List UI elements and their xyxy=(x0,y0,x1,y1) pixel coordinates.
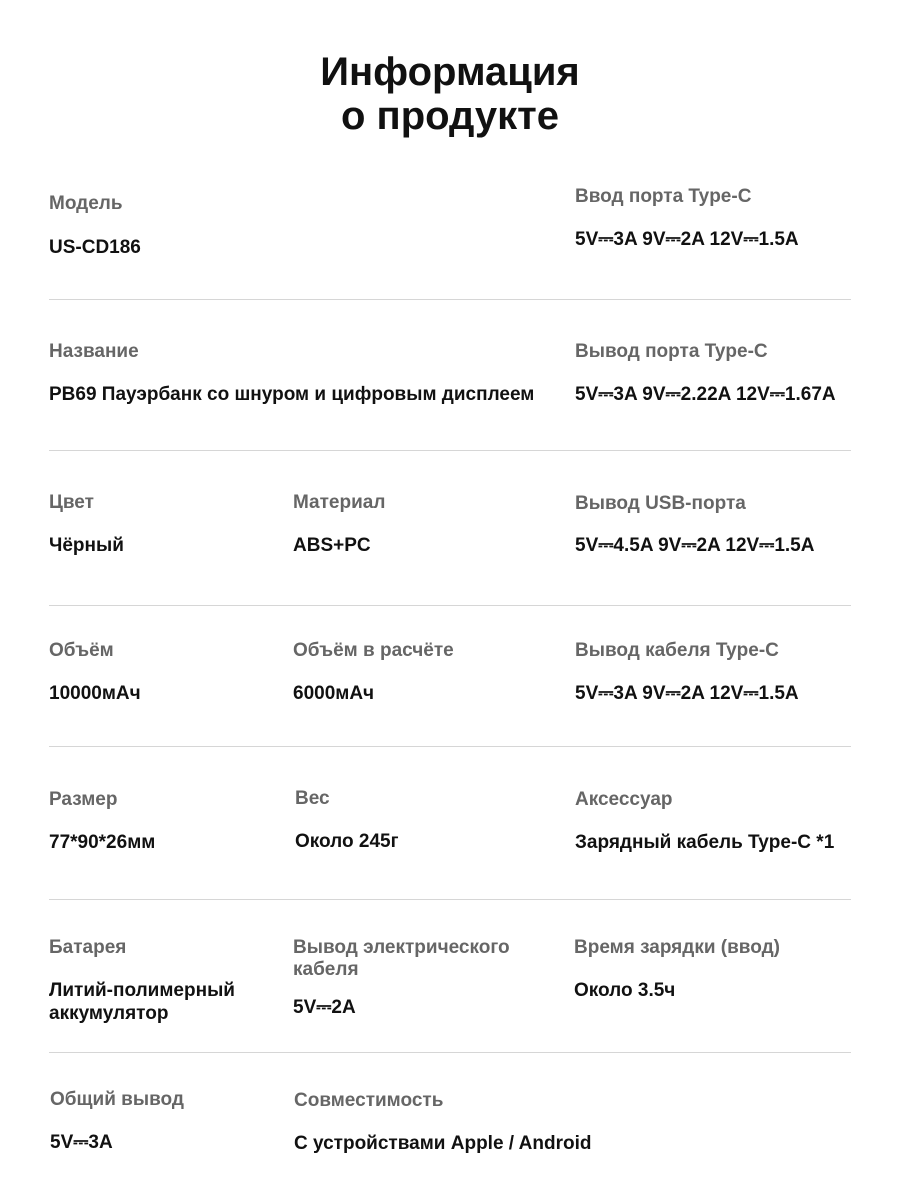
spec-label: Вывод порта Type-C xyxy=(575,341,768,362)
spec-usb-output xyxy=(575,493,814,557)
spec-label: Вывод USB-порта xyxy=(575,493,746,514)
row-divider xyxy=(49,899,851,900)
spec-value: US-CD186 xyxy=(49,237,141,258)
spec-value: Около 245г xyxy=(295,831,399,852)
spec-label: Цвет xyxy=(49,492,94,513)
spec-weight xyxy=(295,788,399,853)
row-divider xyxy=(49,299,851,300)
row-divider xyxy=(49,1052,851,1053)
spec-value: Чёрный xyxy=(49,535,124,556)
spec-color xyxy=(49,492,124,557)
spec-value: PB69 Пауэрбанк со шнуром и цифровым дисплеем xyxy=(49,384,535,405)
spec-rated-capacity xyxy=(293,640,454,705)
spec-label: Батарея xyxy=(49,937,127,958)
spec-label: Вывод кабеля Type-C xyxy=(575,640,779,661)
row-divider xyxy=(49,450,851,451)
page-title-line2: о продукте xyxy=(340,94,560,138)
spec-typec-output xyxy=(575,341,836,406)
spec-typec-cable-output xyxy=(575,640,799,705)
spec-value: 5V⎓4.5A 9V⎓2A 12V⎓1.5A xyxy=(575,535,815,556)
spec-total-output xyxy=(50,1089,184,1154)
spec-value: 5V⎓3A 9V⎓2.22A 12V⎓1.67A xyxy=(575,384,836,405)
spec-capacity xyxy=(49,640,141,705)
spec-name xyxy=(49,341,569,406)
spec-value: 5V⎓3A 9V⎓2A 12V⎓1.5A xyxy=(575,683,799,704)
spec-value: С устройствами Apple / Android xyxy=(294,1133,592,1154)
spec-typec-input xyxy=(575,186,799,251)
spec-label: Объём xyxy=(49,640,114,661)
spec-label: Вывод электрического кабеля xyxy=(293,937,510,980)
spec-value: ABS+PC xyxy=(293,535,371,556)
spec-value: 5V⎓3A 9V⎓2A 12V⎓1.5A xyxy=(575,229,799,250)
spec-label: Совместимость xyxy=(294,1090,444,1111)
page-title xyxy=(0,50,900,138)
spec-cable-output xyxy=(293,937,543,1019)
spec-label: Время зарядки (ввод) xyxy=(574,937,780,958)
spec-label: Модель xyxy=(49,193,123,214)
spec-label: Название xyxy=(49,341,139,362)
spec-value: Около 3.5ч xyxy=(574,980,676,1001)
spec-value: 5V⎓2A xyxy=(293,997,356,1018)
row-divider xyxy=(49,746,851,747)
spec-charging-time xyxy=(574,937,780,1002)
spec-accessory xyxy=(575,789,834,854)
spec-label: Объём в расчёте xyxy=(293,640,454,661)
spec-label: Ввод порта Type-C xyxy=(575,186,752,207)
spec-value: Литий-полимерный аккумулятор xyxy=(49,980,235,1024)
spec-label: Вес xyxy=(295,788,330,809)
spec-value: Зарядный кабель Type-C *1 xyxy=(575,832,835,853)
spec-value: 10000мАч xyxy=(49,683,141,704)
spec-battery xyxy=(49,937,279,1025)
row-divider xyxy=(49,605,851,606)
spec-value: 6000мАч xyxy=(293,683,375,704)
spec-label: Аксессуар xyxy=(575,789,673,810)
spec-size xyxy=(49,789,155,854)
page-title-line1: Информация xyxy=(320,50,580,94)
spec-material xyxy=(293,492,385,557)
spec-model xyxy=(49,193,141,259)
spec-label: Материал xyxy=(293,492,386,513)
spec-label: Размер xyxy=(49,789,118,810)
spec-compatibility xyxy=(294,1090,591,1155)
spec-label: Общий вывод xyxy=(50,1089,184,1110)
spec-value: 5V⎓3A xyxy=(50,1132,113,1153)
spec-value: 77*90*26мм xyxy=(49,832,156,853)
